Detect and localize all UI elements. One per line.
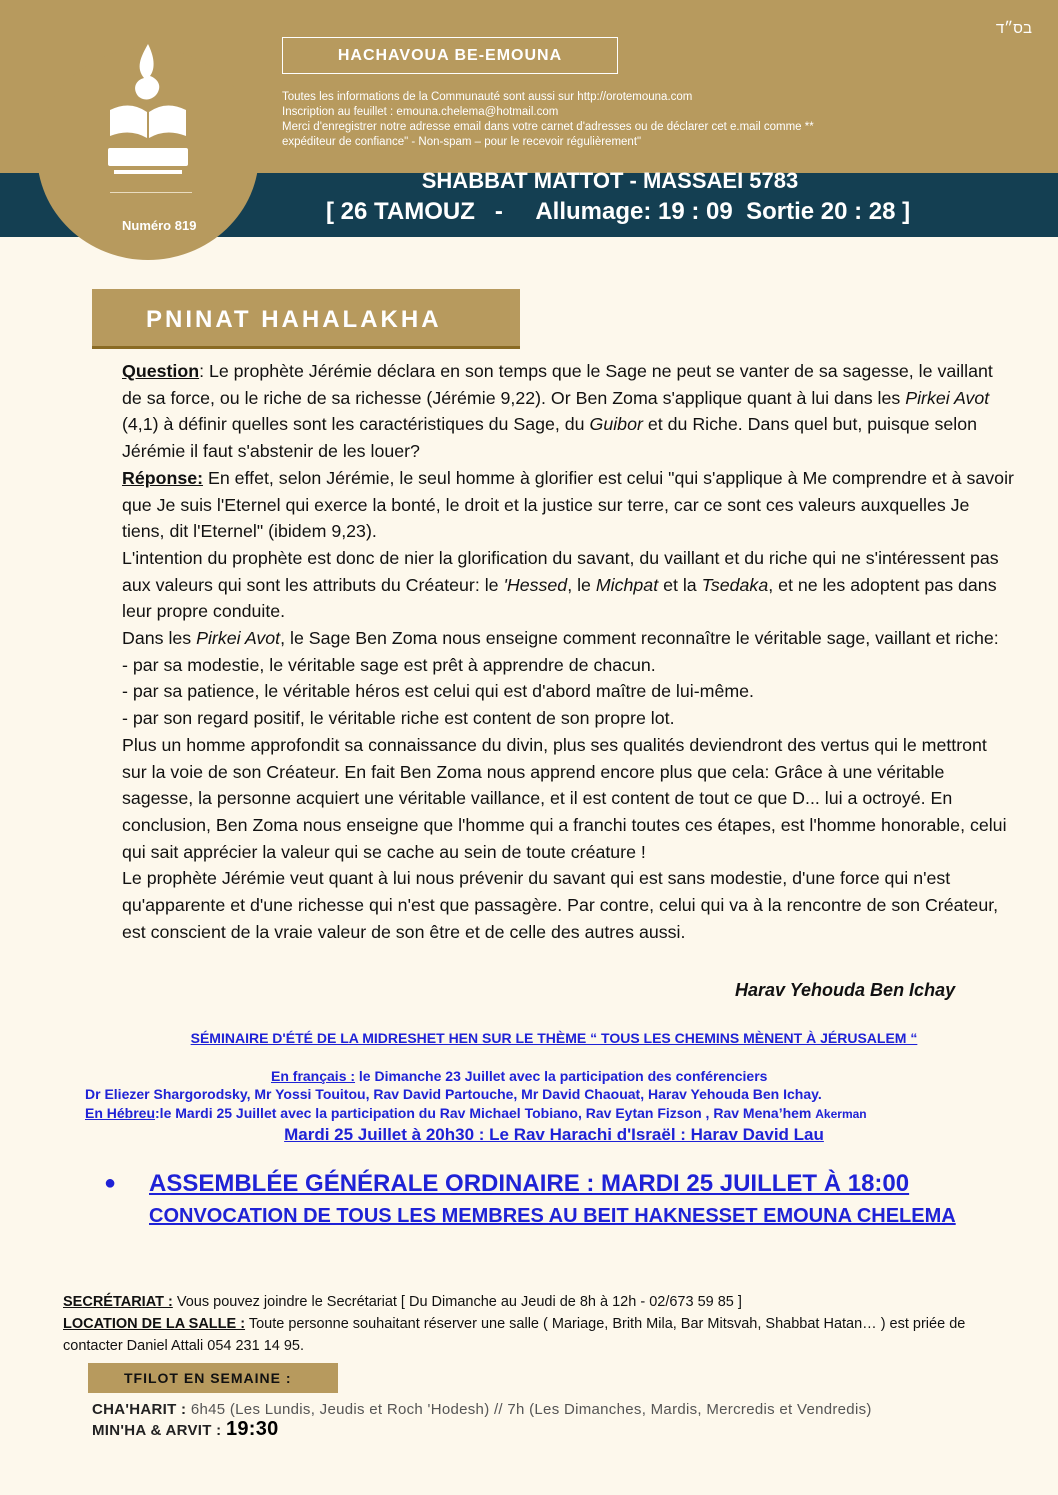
list-item: - par sa patience, le véritable héros est celui qui est d'abord maître de lui-même.: [122, 681, 754, 702]
bsd-mark: בס״ד: [995, 20, 1032, 37]
seminaire-he-text: :le Mardi 25 Juillet avec la participation du Rav Michael Tobiano, Rav Eytan Fizson , Rav Mena’hem: [155, 1105, 816, 1121]
question-label: Question: [122, 361, 200, 381]
seminaire-fr-text: le Dimanche 23 Juillet avec la participation des conférenciers: [355, 1068, 768, 1084]
question-text: : Le prophète Jérémie déclara en son temps que le Sage ne peut se vanter de sa sagesse, le vaillant de sa force, ou le riche de sa richesse (Jérémie 9,22). Or Ben Zoma s'applique quant à lui dans les: [122, 361, 993, 408]
chaharit-text: 6h45 (Les Lundis, Jeudis et Roch 'Hodesh) // 7h (Les Dimanches, Mardis, Mercredis et Vendredis): [186, 1401, 872, 1418]
seminaire-he-line: [85, 1105, 867, 1121]
info-line-spam-1: Merci d'enregistrer notre adresse email dans votre carnet d'adresses ou de déclarer cet e.mail comme **: [282, 121, 814, 133]
chaharit-label: CHA'HARIT :: [92, 1401, 187, 1418]
reponse-label: Réponse:: [122, 467, 204, 488]
dans-text: , le Sage Ben Zoma nous enseigne comment reconnaître le véritable sage, vaillant et riche:: [280, 628, 999, 649]
intention-text: L'intention du prophète est donc de nier la glorification du savant, du vaillant et du riche qui ne s'intéressent pas aux valeurs qui sont les attributs du Créateur: le: [122, 547, 999, 595]
question-paragraph: [122, 358, 1014, 465]
secretariat-text: Vous pouvez joindre le Secrétariat [ Du Dimanche au Jeudi de 8h à 12h - 02/673 59 85 ]: [172, 1294, 742, 1310]
term-hessed: 'Hessed: [503, 574, 568, 595]
seminaire-he-small: Akerman: [815, 1107, 867, 1121]
secretariat-line: [63, 1291, 1013, 1313]
tfilot-banner: [88, 1363, 338, 1393]
contacts-section: [63, 1291, 1013, 1357]
term-tsedaka: Tsedaka: [701, 574, 769, 595]
location-text: Toute personne souhaitant réserver une salle ( Mariage, Brith Mila, Bar Mitsvah, Shabbat Hatan… ) est priée de contacter Daniel Attali 054 231 14 95.: [63, 1316, 966, 1354]
seminaire-fr-label[interactable]: En français :: [271, 1068, 356, 1084]
reponse-text: En effet, selon Jérémie, le seul homme à glorifier est celui "qui s'applique à Me comprendre et à savoir que Je suis l'Eternel qui exerce la bonté, le droit et la justice sur terre, car ce sont ces valeurs auxquelles Je tiens, dit l'Eternel" (ibidem 9,23).: [122, 467, 1014, 542]
term-pirkei-avot: Pirkei Avot: [905, 387, 990, 408]
minha-time: 19:30: [225, 1418, 279, 1440]
pninat-banner: [92, 289, 520, 349]
assemblee-convocation[interactable]: CONVOCATION DE TOUS LES MEMBRES AU BEIT HAKNESSET EMOUNA CHELEMA: [149, 1205, 956, 1227]
list-item: - par son regard positif, le véritable riche est content de son propre lot.: [122, 708, 675, 729]
header-info: [282, 90, 982, 150]
info-line-email: Inscription au feuillet : emouna.chelema@hotmail.com: [282, 106, 559, 118]
term-pirkei-avot: Pirkei Avot: [196, 628, 281, 649]
seminaire-he-label[interactable]: En Hébreu: [85, 1105, 156, 1121]
pninat-banner-label: PNINAT HAHALAKHA: [146, 306, 442, 333]
info-line-website: Toutes les informations de la Communauté sont aussi sur http://orotemouna.com: [282, 91, 693, 103]
term-guibor: Guibor: [589, 414, 643, 435]
reponse-paragraph: [122, 465, 1014, 545]
intention-text: , et ne les adoptent pas dans leur propre conduite.: [122, 574, 997, 622]
newsletter-title: HACHAVOUA BE-EMOUNA: [282, 37, 618, 74]
minha-line: [92, 1418, 279, 1441]
prophete-paragraph: Le prophète Jérémie veut quant à lui nous prévenir du savant qui est sans modestie, d'une force qui n'est qu'apparente et d'une richesse qui n'est que passagère. Par contre, celui qui va à la rencontre de son Créateur, est conscient de la vraie valeur de son être et de celle des autres aussi.: [122, 868, 999, 942]
issue-number: Numéro 819: [122, 218, 197, 233]
dans-text: Dans les: [122, 628, 197, 649]
intention-text: , le: [567, 574, 596, 595]
location-label: LOCATION DE LA SALLE :: [63, 1316, 246, 1332]
seminaire-mardi[interactable]: Mardi 25 Juillet à 20h30 : Le Rav Harachi d'Israël : Harav David Lau: [284, 1125, 824, 1144]
shabbat-title: SHABBAT MATTOT - MASSAEI 5783: [421, 168, 799, 193]
seminaire-speakers: Dr Eliezer Shargorodsky, Mr Yossi Touitou, Rav David Partouche, Mr David Chaouat, Harav Yehouda Ben Ichay.: [85, 1086, 822, 1102]
list-item: - par sa modestie, le véritable sage est prêt à apprendre de chacun.: [122, 654, 656, 675]
question-text: (4,1) à définir quelles sont les caractéristiques du Sage, du: [122, 414, 590, 435]
plus-paragraph: Plus un homme approfondit sa connaissance du divin, plus ses qualités deviendront des vertus qui le mettront sur la voie de son Créateur. En fait Ben Zoma nous apprend encore plus que cela: Grâce à une véritable sagesse, la personne acquiert une véritable vaillance, et il est content de tout ce que D... lui a octroyé. En conclusion, Ben Zoma nous enseigne que l'homme qui a franchi toutes ces étapes, est l'homme honorable, celui qui sait apprécier la valeur qui se cache au sein de toute créature !: [122, 734, 1007, 862]
minha-label: MIN'HA & ARVIT :: [92, 1422, 226, 1439]
info-line-spam-2: expéditeur de confiance" - Non-spam – pour le recevoir régulièrement": [282, 136, 642, 148]
shabbat-times: [ 26 TAMOUZ - Allumage: 19 : 09 Sortie 20 : 28 ]: [326, 198, 911, 225]
intention-paragraph: [122, 545, 1014, 625]
tfilot-banner-label: TFILOT EN SEMAINE :: [124, 1370, 292, 1386]
assemblee-bullet: ●: [104, 1172, 117, 1194]
logo-separator: [110, 192, 192, 193]
assemblee-title[interactable]: ASSEMBLÉE GÉNÉRALE ORDINAIRE : MARDI 25 JUILLET À 18:00: [149, 1170, 910, 1197]
term-michpat: Michpat: [595, 574, 659, 595]
seminaire-fr-line: [271, 1068, 767, 1084]
emouna-logo-icon: [100, 40, 196, 185]
question-text: et du Riche. Dans quel but, puisque selon Jérémie il faut s'abstenir de les louer?: [122, 414, 978, 462]
dans-paragraph: [122, 625, 1014, 652]
article-body: [122, 358, 1014, 945]
location-line: [63, 1313, 1013, 1357]
article-signature: Harav Yehouda Ben Ichay: [735, 980, 956, 1000]
chaharit-line: [92, 1401, 872, 1418]
intention-text: et la: [658, 574, 702, 595]
secretariat-label: SECRÉTARIAT :: [63, 1294, 173, 1310]
seminaire-title[interactable]: SÉMINAIRE D'ÉTÉ DE LA MIDRESHET HEN SUR LE THÈME “ TOUS LES CHEMINS MÈNENT À JÉRUSALEM “: [190, 1030, 918, 1046]
